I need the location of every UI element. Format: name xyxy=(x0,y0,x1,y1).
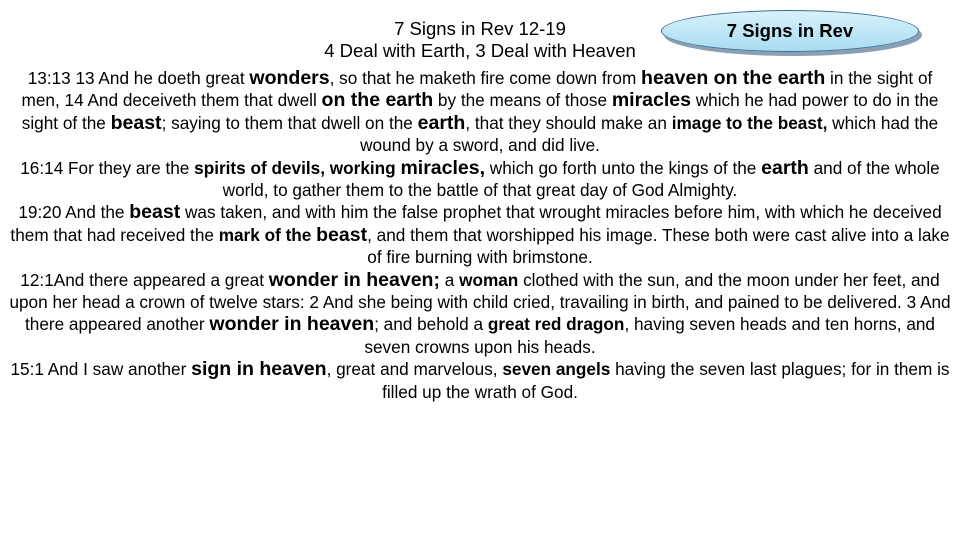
emphasis-text: beast xyxy=(129,201,181,224)
verse-text: , having seven heads and ten horns, and seven crowns upon his heads. xyxy=(364,314,935,357)
verse-text: 12:1And there appeared a great xyxy=(20,269,269,290)
verse-19-20 xyxy=(8,201,952,268)
emphasis-text: beast xyxy=(316,223,368,246)
verse-13-13 xyxy=(8,67,952,157)
verse-text: a xyxy=(439,269,460,290)
verse-text: which he had power to do in the sight of the xyxy=(21,90,939,133)
emphasis-text: sign in heaven xyxy=(191,358,327,381)
emphasis-text: on the earth xyxy=(321,89,434,112)
verse-text: , so that he maketh fire come down from xyxy=(329,68,642,88)
title-line-2: 4 Deal with Earth, 3 Deal with Heaven xyxy=(324,40,636,61)
verse-text: 16:14 For they are the xyxy=(20,157,195,178)
verse-list xyxy=(8,67,952,403)
emphasis-text: wonders xyxy=(249,67,330,89)
emphasis-text: seven angels xyxy=(502,359,611,380)
verse-text: clothed with the sun, and the moon under her feet, and upon her head a crown of twelve stars: 2 And she being with child cried, travailing in birth, and pained to be delivered. 3 And there appeared another xyxy=(9,269,951,335)
emphasis-text: mark of the xyxy=(218,224,317,245)
verse-text: having the seven last plagues; for in them is filled up the wrath of God. xyxy=(382,359,950,402)
verse-text: 15:1 And I saw another xyxy=(10,359,192,380)
verse-text: which go forth unto the kings of the xyxy=(485,157,762,178)
verse-text: was taken, and with him the false prophet that wrought miracles before him, with which he deceived them that had received the xyxy=(10,202,942,245)
verse-15-1 xyxy=(8,358,952,403)
verse-text: which had the wound by a sword, and did live. xyxy=(360,112,939,156)
verse-text: ; saying to them that dwell on the xyxy=(161,112,418,133)
verse-text: 19:20 And the xyxy=(18,202,130,223)
emphasis-text: miracles, xyxy=(400,156,485,179)
emphasis-text: great red dragon xyxy=(487,314,625,335)
verse-text: and of the whole world, to gather them to the battle of that great day of God Almighty. xyxy=(222,157,940,201)
emphasis-text: spirits of devils, working xyxy=(194,157,401,178)
verse-text: ; and behold a xyxy=(374,314,488,335)
title-badge: 7 Signs in Rev xyxy=(661,10,919,52)
verse-16-14 xyxy=(8,157,952,202)
verse-text: , and them that worshipped his image. These both were cast alive into a lake of fire burning with brimstone. xyxy=(367,224,950,268)
emphasis-text: beast xyxy=(110,111,162,134)
emphasis-text: earth xyxy=(417,111,466,134)
verse-text: by the means of those xyxy=(433,90,612,111)
emphasis-text: heaven on the earth xyxy=(641,67,826,89)
emphasis-text: woman xyxy=(459,269,519,290)
emphasis-text: miracles xyxy=(611,89,691,112)
emphasis-text: wonder in heaven; xyxy=(268,268,440,291)
title-line-1: 7 Signs in Rev 12-19 xyxy=(394,18,566,39)
emphasis-text: image to the beast, xyxy=(671,112,828,133)
verse-text: , that they should make an xyxy=(465,112,672,133)
verse-text: in the sight of men, 14 And deceiveth them that dwell xyxy=(21,68,933,111)
verse-text: , great and marvelous, xyxy=(326,359,503,380)
verse-12-1 xyxy=(8,269,952,359)
emphasis-text: wonder in heaven xyxy=(209,313,375,336)
verse-text: 13:13 13 And he doeth great xyxy=(27,68,250,88)
emphasis-text: earth xyxy=(761,156,809,179)
